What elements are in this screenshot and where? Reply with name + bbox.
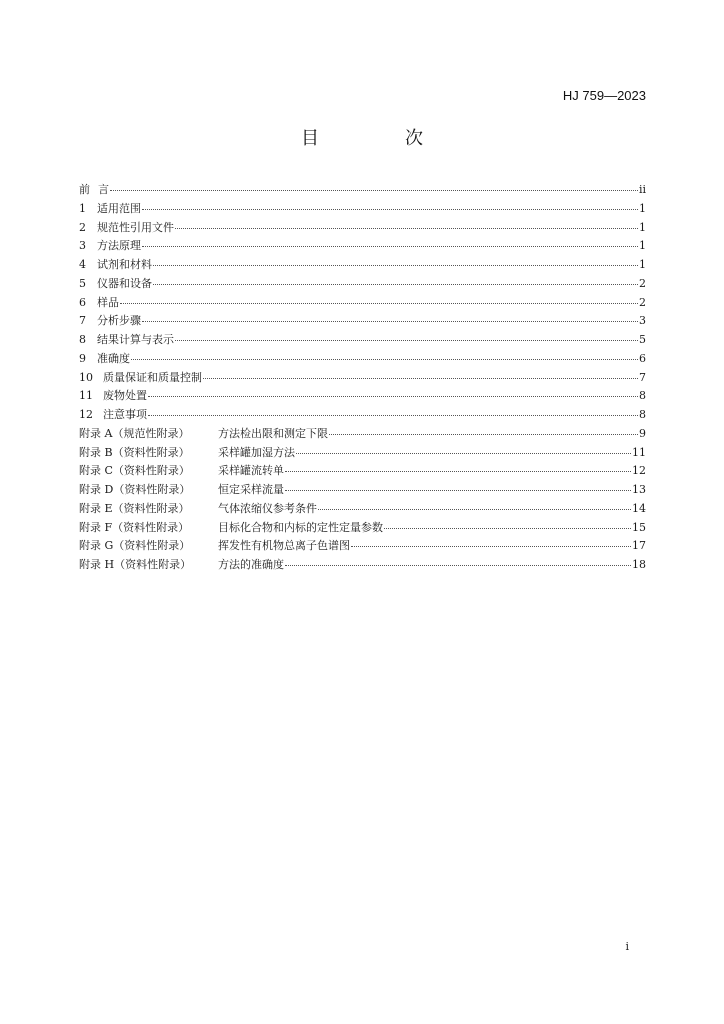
toc-entry-number: 9 [79,351,86,365]
toc-entry-number: 附录 A（规范性附录） [79,426,190,440]
toc-entry-title: 采样罐流转单 [218,464,284,478]
toc-entry-page: 2 [639,276,646,290]
toc-entry[interactable] [79,369,646,388]
toc-entry-page: 3 [639,314,646,328]
toc-entry-title: 方法检出限和测定下限 [218,426,328,440]
toc-entry[interactable] [79,556,646,575]
toc-entry-title: 挥发性有机物总离子色谱图 [218,539,350,553]
toc-dot-leader [153,255,638,266]
toc-entry-title: 恒定采样流量 [218,483,284,496]
toc-entry-number: 附录 C（资料性附录） [79,464,190,478]
toc-entry[interactable] [79,219,646,238]
toc-entry-title: 气体浓缩仪参考条件 [218,501,317,515]
toc-entry-number: 附录 D（资料性附录） [79,483,191,496]
toc-entry-title: 目标化合物和内标的定性定量参数 [218,520,383,534]
toc-entry-page: 1 [639,201,646,215]
toc-entry-page: 8 [639,389,646,403]
toc-dot-leader [153,274,638,285]
toc-entry-page: 6 [639,351,646,365]
toc-entry-number: 10 [79,370,93,384]
toc-entry[interactable] [79,444,646,463]
toc-entry[interactable] [79,481,646,500]
toc-entry-number: 6 [79,295,86,309]
toc-entry-page: 1 [639,258,646,271]
toc-entry[interactable] [79,519,646,538]
toc-dot-leader [131,349,638,360]
toc-entry-title: 采样罐加湿方法 [218,445,295,459]
toc-entry-title: 适用范围 [97,201,141,215]
table-of-contents [79,181,646,575]
toc-entry-number: 11 [79,389,93,403]
toc-dot-leader [296,443,631,454]
toc-dot-leader [285,555,631,566]
toc-entry-number: 附录 G（资料性附录） [79,539,191,553]
toc-entry[interactable] [79,425,646,444]
toc-entry-title: 废物处置 [103,389,147,403]
toc-entry-title: 分析步骤 [97,314,141,328]
toc-entry-title: 结果计算与表示 [97,333,174,346]
toc-entry-title: 质量保证和质量控制 [103,370,202,384]
toc-entry-page: 14 [632,501,646,515]
toc-dot-leader [142,199,638,210]
toc-entry[interactable] [79,331,646,350]
document-code: HJ 759—2023 [562,88,646,103]
toc-entry-page: 8 [639,408,646,421]
toc-dot-leader [203,368,638,379]
toc-entry-page: 13 [632,483,646,496]
toc-entry[interactable] [79,256,646,275]
toc-dot-leader [110,180,638,191]
toc-entry-title: 试剂和材料 [97,258,152,271]
toc-entry-title: 注意事项 [103,408,147,421]
toc-dot-leader [351,536,631,547]
toc-entry-number: 2 [79,220,86,234]
toc-entry-number: 1 [79,201,86,215]
toc-dot-leader [329,424,638,435]
toc-dot-leader [285,480,631,491]
toc-entry[interactable] [79,500,646,519]
toc-entry[interactable] [79,200,646,219]
toc-entry[interactable] [79,275,646,294]
toc-entry-title: 样品 [97,295,119,309]
toc-entry[interactable] [79,537,646,556]
toc-entry[interactable] [79,387,646,406]
toc-entry-page: 17 [632,539,646,553]
toc-entry-number: 4 [79,258,86,271]
toc-entry-page: 1 [639,239,646,253]
toc-entry-number: 附录 F（资料性附录） [79,520,190,534]
toc-entry-number: 5 [79,276,86,290]
toc-entry-page: 15 [632,520,646,534]
toc-entry-page: 12 [632,464,646,478]
page-number: i [625,940,629,953]
toc-dot-leader [148,405,638,416]
toc-entry-number: 12 [79,408,93,421]
toc-entry-number: 附录 B（资料性附录） [79,445,190,459]
toc-entry[interactable] [79,350,646,369]
toc-entry[interactable] [79,237,646,256]
toc-dot-leader [142,236,638,247]
toc-dot-leader [318,499,631,510]
toc-dot-leader [142,311,638,322]
toc-entry-title: 准确度 [97,351,130,365]
toc-dot-leader [285,461,631,472]
toc-dot-leader [120,293,638,304]
toc-entry-page: ii [638,183,646,196]
toc-dot-leader [175,330,638,341]
toc-entry[interactable] [79,462,646,481]
toc-entry[interactable] [79,294,646,313]
toc-entry-number: 3 [79,239,86,253]
toc-dot-leader [384,518,631,529]
toc-entry[interactable] [79,406,646,425]
toc-entry-page: 2 [639,295,646,309]
toc-entry-number: 7 [79,314,86,328]
toc-entry-number: 附录 H（资料性附录） [79,558,192,571]
toc-entry-page: 18 [632,558,646,571]
toc-entry-page: 5 [639,333,646,346]
toc-entry-title: 规范性引用文件 [97,220,174,234]
toc-entry-number: 附录 E（资料性附录） [79,501,190,515]
toc-entry-number: 前 [79,183,90,196]
toc-entry-number: 8 [79,333,86,346]
toc-dot-leader [175,218,638,229]
toc-entry[interactable] [79,181,646,200]
toc-title: 目 次 [301,128,457,149]
toc-dot-leader [148,386,638,397]
toc-entry-page: 9 [639,426,646,440]
toc-entry-page: 11 [632,445,646,459]
toc-entry-title: 言 [98,183,109,196]
toc-entry-title: 仪器和设备 [97,276,152,290]
toc-entry-title: 方法的准确度 [218,558,284,571]
toc-entry-page: 7 [639,370,646,384]
toc-entry[interactable] [79,312,646,331]
toc-entry-title: 方法原理 [97,239,141,253]
toc-entry-page: 1 [639,220,646,234]
